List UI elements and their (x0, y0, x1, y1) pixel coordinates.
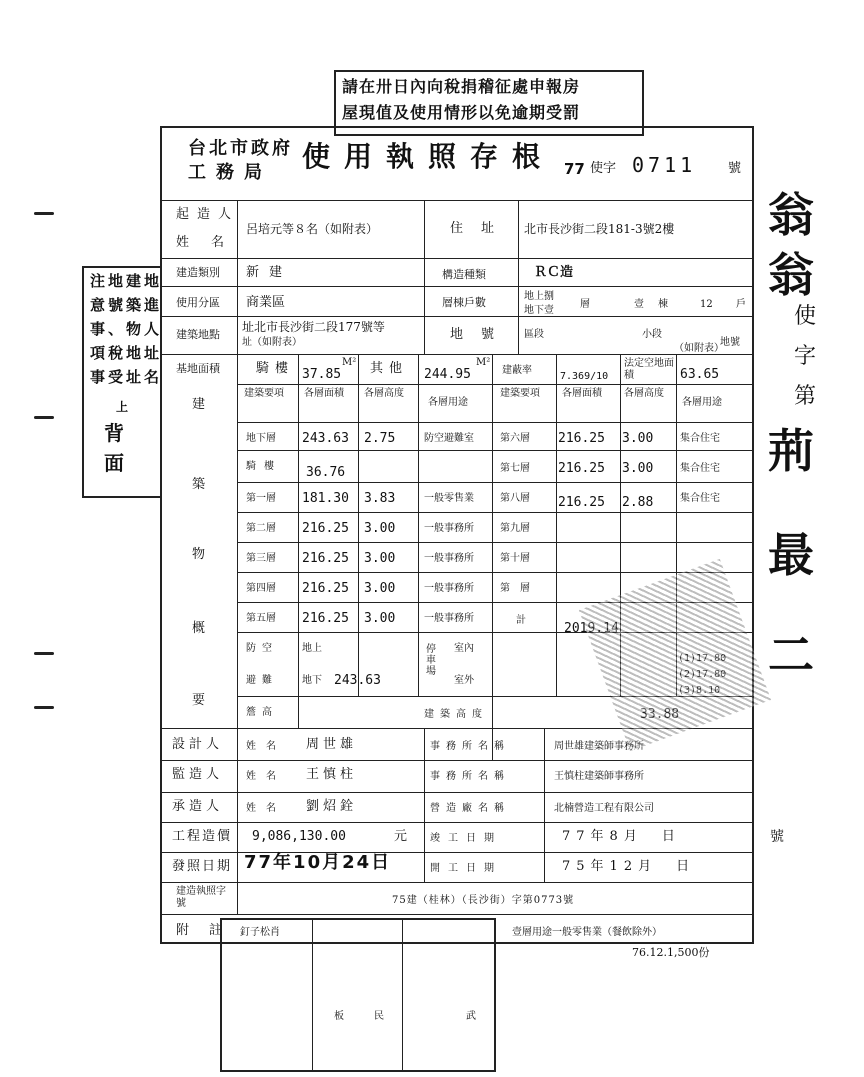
floor-area: 216.25 (558, 461, 605, 476)
floor-item: 第十層 (500, 553, 530, 564)
floor-item: 地下層 (246, 433, 276, 444)
floors-unit-dong: 棟 (658, 299, 668, 310)
floor-area: 216.25 (558, 495, 605, 510)
floor-use: 一般事務所 (424, 583, 474, 594)
signature-strip (220, 918, 496, 1072)
location-value2: 址（如附表） (242, 337, 302, 348)
parking-extra: (2)17.80 (678, 669, 727, 680)
col-item-left: 建築要項 (244, 388, 284, 399)
shelter-label2: 避難 (246, 675, 278, 686)
side-stamp-col5: 事受址名 (90, 368, 163, 386)
shelter-below: 地下 (302, 675, 322, 686)
side-label: 築 (192, 477, 206, 492)
floors-below: 地下壹 (524, 305, 554, 316)
supervisor-label: 監造人 (172, 767, 224, 782)
floors-unit-ceng: 層 (580, 299, 590, 310)
col-height-left: 各層高度 (364, 388, 404, 399)
side-stamp-col4: 項稅地址 (90, 344, 163, 362)
completion-value: 77年8月 日 (562, 829, 681, 844)
margin-char: 翁 (768, 248, 814, 302)
floor-area: 216.25 (302, 551, 349, 566)
site-area-label: 基地面積 (176, 362, 220, 375)
zone-value: 商業區 (246, 295, 286, 310)
permit-year: 77 (564, 160, 585, 178)
floors-label: 層棟戶數 (442, 296, 486, 309)
shelter-below-value: 243.63 (334, 673, 381, 688)
floor-use: 一般事務所 (424, 553, 474, 564)
building-height-value: 33.88 (640, 707, 680, 722)
strip-label-left: 板 (334, 1011, 344, 1022)
floor-use: 一般事務所 (424, 613, 474, 624)
floor-item: 騎樓 (246, 461, 282, 472)
contractor-company: 北楠營造工程有限公司 (554, 803, 654, 814)
address-value: 北市長沙街二段181-3號2樓 (524, 222, 675, 236)
side-label: 建 (192, 397, 206, 412)
side-label: 物 (192, 547, 206, 562)
floor-height: 3.00 (364, 611, 396, 626)
floor-item: 第 層 (500, 583, 530, 594)
margin-char: 使 (794, 304, 817, 329)
margin-char: 最 (768, 528, 814, 582)
floor-area: 2019.14 (564, 621, 619, 636)
other-value: 244.95 (424, 367, 471, 382)
margin-char: 號 (770, 829, 784, 845)
supervisor-office-label: 事務所名稱 (430, 771, 510, 782)
floor-use: 防空避難室 (424, 433, 474, 444)
designer-name: 周世雄 (306, 737, 358, 752)
start-label: 開工日期 (430, 863, 502, 874)
floor-item: 第八層 (500, 493, 530, 504)
floor-height: 3.83 (364, 491, 396, 506)
eaves-label: 簷高 (246, 707, 278, 718)
lot-note: （如附表） (674, 343, 724, 354)
side-stamp-prefix: 上 (116, 400, 129, 414)
margin-tick (34, 652, 54, 655)
floors-dong-count: 壹 (634, 299, 644, 310)
designer-office: 周世雄建築師事務所 (554, 741, 644, 752)
margin-tick (34, 212, 54, 215)
parking-extra: (3)8.10 (678, 685, 721, 696)
coverage-label: 建蔽率 (502, 365, 532, 376)
floor-item: 計 (516, 615, 526, 626)
address-label: 住址 (450, 221, 513, 236)
lot-suffix: 地號 (720, 337, 740, 348)
parking-label: 停車場 (426, 644, 436, 677)
designer-office-label: 事務所名稱 (430, 741, 510, 752)
floor-item: 第五層 (246, 613, 276, 624)
tax-notice-line2: 屋現值及使用情形以免逾期受罰 (342, 103, 581, 122)
note-right: 壹層用途一般零售業（餐飲除外） (512, 927, 662, 938)
cost-label: 工程造價 (172, 829, 233, 844)
col-area-right: 各層面積 (562, 388, 602, 399)
floor-height: 3.00 (622, 461, 654, 476)
permit-suffix: 號 (728, 161, 742, 176)
floors-above: 地上捌 (524, 291, 554, 302)
floor-area: 216.25 (302, 611, 349, 626)
floor-height: 2.75 (364, 431, 396, 446)
lot-value: 區段 (524, 329, 544, 340)
builder-label: 起造人 (176, 207, 240, 222)
side-stamp-back: 背面 (104, 421, 126, 475)
margin-tick (34, 706, 54, 709)
m2-unit: M² (342, 357, 357, 368)
col-use-left: 各層用途 (428, 397, 468, 408)
designer-label: 設計人 (172, 737, 224, 752)
supervisor-name: 王慎柱 (306, 767, 358, 782)
floor-area: 243.63 (302, 431, 349, 446)
builder-name-label: 姓名 (176, 235, 247, 250)
print-code: 76.12.1,500份 (632, 946, 710, 959)
floor-use: 集合住宅 (680, 493, 720, 504)
arcade-value: 37.85 (302, 367, 342, 382)
margin-char: 荊 (768, 424, 814, 478)
shelter-above: 地上 (302, 643, 322, 654)
floor-item: 第六層 (500, 433, 530, 444)
permit-prefix: 使字 (590, 161, 617, 176)
col-area-left: 各層面積 (304, 388, 344, 399)
floors-unit-hu: 戶 (736, 299, 746, 310)
side-stamp-col2: 意號築進 (90, 296, 163, 314)
m2-unit: M² (476, 357, 491, 368)
floor-item: 第七層 (500, 463, 530, 474)
structure-label: 構造種類 (442, 268, 486, 281)
margin-char: 第 (794, 384, 817, 409)
permit-number: 0711 (632, 153, 697, 177)
margin-char: 字 (794, 344, 817, 369)
building-height-label: 建築高度 (424, 709, 488, 720)
note-label: 附註 (176, 923, 243, 938)
col-use-right: 各層用途 (682, 397, 722, 408)
notice-side-stamp (82, 266, 162, 498)
legal-space-value: 63.65 (680, 367, 720, 382)
permit-label: 建造執照字號 (176, 886, 226, 909)
floor-area: 216.25 (558, 431, 605, 446)
contractor-name: 劉炤銓 (306, 799, 358, 814)
coverage-value: 7.369/10 (560, 371, 609, 382)
start-value: 75年12月 日 (562, 859, 696, 874)
designer-name-label: 姓名 (246, 741, 286, 752)
floor-area: 216.25 (302, 521, 349, 536)
floor-use: 集合住宅 (680, 433, 720, 444)
lot-small: 小段 (642, 329, 662, 340)
side-label: 概 (192, 621, 206, 636)
col-height-right: 各層高度 (624, 388, 664, 399)
strip-label-mid: 民 (374, 1011, 384, 1022)
floor-area: 181.30 (302, 491, 349, 506)
col-item-right: 建築要項 (500, 388, 540, 399)
floor-item: 第四層 (246, 583, 276, 594)
supervisor-name-label: 姓名 (246, 771, 286, 782)
shelter-label1: 防空 (246, 643, 278, 654)
contractor-name-label: 姓名 (246, 803, 286, 814)
floor-use: 一般事務所 (424, 523, 474, 534)
floor-item: 第二層 (246, 523, 276, 534)
floor-height: 3.00 (622, 431, 654, 446)
arcade-label: 騎樓 (256, 361, 295, 376)
issue-label: 發照日期 (172, 859, 233, 874)
floors-hu-count: 12 (700, 299, 713, 310)
side-stamp-col1: 注地建地 (90, 272, 163, 290)
margin-tick (34, 416, 54, 419)
legal-space-label: 法定空地面積 (624, 358, 674, 381)
build-type-label: 建造類別 (176, 266, 220, 279)
floor-item: 第九層 (500, 523, 530, 534)
permit-form (160, 126, 754, 944)
side-label: 要 (192, 693, 206, 708)
tax-notice-line1: 請在卅日內向稅捐稽征處申報房 (342, 77, 581, 96)
lot-label: 地號 (450, 327, 513, 342)
strip-label-right: 武 (466, 1011, 476, 1022)
floor-height: 2.88 (622, 495, 654, 510)
org-line2: 工務局 (188, 162, 272, 183)
side-stamp-col3: 事、物人 (90, 320, 163, 338)
floor-item: 第三層 (246, 553, 276, 564)
completion-label: 竣工日期 (430, 833, 502, 844)
margin-char: 翁 (768, 188, 814, 242)
floor-height: 3.00 (364, 551, 396, 566)
location-label: 建築地點 (176, 328, 220, 341)
floor-use: 一般零售業 (424, 493, 474, 504)
structure-value: ＲＣ造 (534, 265, 574, 280)
margin-char: 二 (768, 628, 814, 682)
location-value: 址北市長沙街二段177號等 (242, 320, 385, 334)
cost-value: 9,086,130.00 (252, 829, 346, 844)
org-line1: 台北市政府 (188, 138, 293, 159)
permit-value: 75建（桂林）（長沙街）字第0773號 (392, 895, 575, 906)
other-label: 其他 (370, 361, 409, 376)
contractor-label: 承造人 (172, 799, 224, 814)
note-left: 釘子松肖 (240, 927, 280, 938)
page-title: 使用執照存根 (302, 140, 555, 173)
build-type-value: 新建 (246, 265, 293, 280)
floor-item: 第一層 (246, 493, 276, 504)
issue-value: 77年10月24日 (244, 852, 392, 873)
factory-label: 營造廠名稱 (430, 803, 510, 814)
builder-value: 呂培元等８名（如附表） (246, 222, 379, 236)
parking-indoor: 室內 (454, 643, 474, 654)
floor-height: 3.00 (364, 521, 396, 536)
right-margin-stamp (760, 190, 850, 970)
supervisor-office: 王慎柱建築師事務所 (554, 771, 644, 782)
zone-label: 使用分區 (176, 296, 220, 309)
parking-outdoor: 室外 (454, 675, 474, 686)
floor-area: 36.76 (306, 465, 346, 480)
cost-unit: 元 (394, 829, 408, 844)
floor-height: 3.00 (364, 581, 396, 596)
parking-extra: (1)17.80 (678, 653, 727, 664)
floor-area: 216.25 (302, 581, 349, 596)
floor-use: 集合住宅 (680, 463, 720, 474)
